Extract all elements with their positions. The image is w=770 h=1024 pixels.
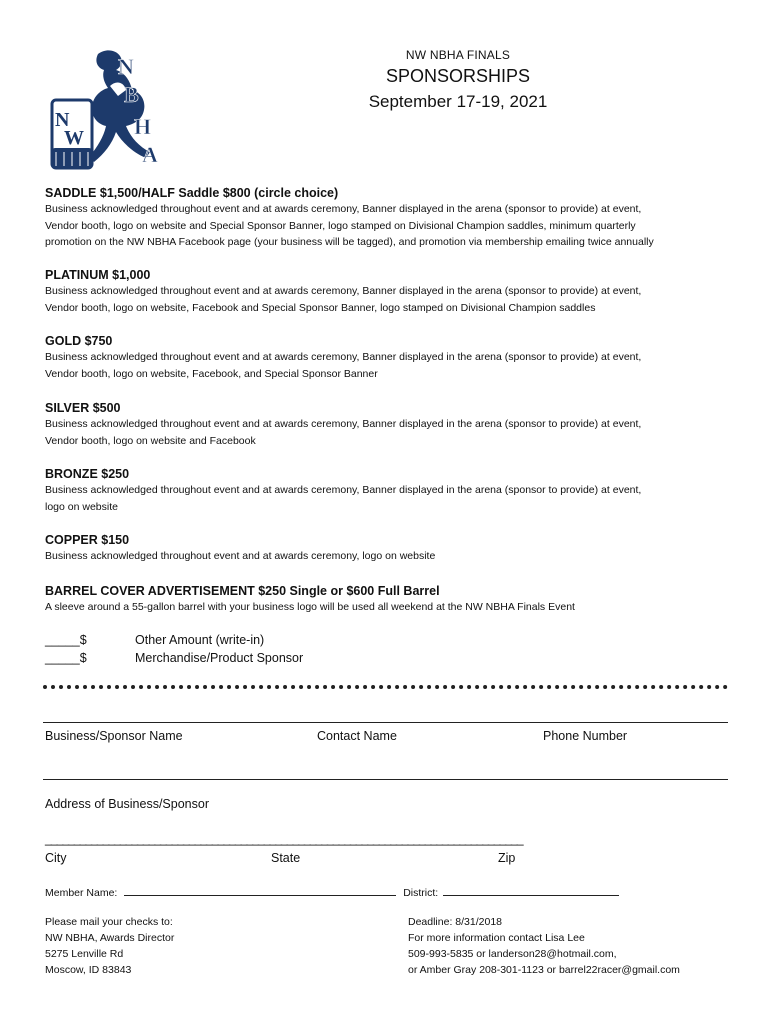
deadline-text: Deadline: 8/31/2018 xyxy=(408,916,502,928)
write-in-label: Merchandise/Product Sponsor xyxy=(135,651,304,665)
logo-letter-n2: N xyxy=(55,109,70,131)
contact-text: 509-993-5835 or landerson28@hotmail.com, xyxy=(408,948,617,960)
state-label: State xyxy=(271,851,301,865)
nw-nbha-logo xyxy=(46,46,174,174)
tier-bronze xyxy=(45,466,735,515)
phone-number-label: Phone Number xyxy=(543,729,628,743)
event-name: NW NBHA FINALS xyxy=(405,48,511,62)
logo-letter-b: B xyxy=(124,82,139,107)
address-label: Address of Business/Sponsor xyxy=(45,797,209,811)
contact-text: For more information contact Lisa Lee xyxy=(408,932,585,944)
tier-desc-line: promotion on the NW NBHA Facebook page (your business will be tagged), and promotion via membership emailing twice annually xyxy=(45,236,654,248)
tier-title: BARREL COVER ADVERTISEMENT $250 Single or $600 Full Barrel xyxy=(45,584,440,598)
event-dates: September 17-19, 2021 xyxy=(368,92,548,111)
contact-name-label: Contact Name xyxy=(317,729,397,743)
tier-gold xyxy=(45,333,735,382)
write-in-label: Other Amount (write-in) xyxy=(135,633,265,647)
tier-desc-line: Business acknowledged throughout event and at awards ceremony, logo on website xyxy=(45,550,436,562)
tier-desc-line: Business acknowledged throughout event and at awards ceremony, Banner displayed in the arena (sponsor to provide) at event, xyxy=(45,203,642,215)
tier-saddle xyxy=(45,185,735,251)
logo-letter-w: W xyxy=(64,127,84,149)
tier-desc-line: logo on website xyxy=(45,500,118,513)
logo-letter-h: H xyxy=(134,114,152,139)
tier-title: PLATINUM $1,000 xyxy=(45,268,151,282)
tier-desc-line: Business acknowledged throughout event and at awards ceremony, Banner displayed in the arena (sponsor to provide) at event, xyxy=(45,418,642,430)
cut-line-divider xyxy=(43,685,728,689)
logo-letter-a: A xyxy=(142,142,158,167)
tier-title: GOLD $750 xyxy=(45,334,113,348)
member-name-input-line[interactable] xyxy=(124,884,396,896)
mailing-info xyxy=(45,914,174,978)
member-name-label: Member Name: xyxy=(45,887,118,899)
tier-title: COPPER $150 xyxy=(45,533,130,547)
mail-intro: Please mail your checks to: xyxy=(45,916,173,928)
tier-desc-line: A sleeve around a 55-gallon barrel with your business logo will be used all weekend at the NW NBHA Finals Event xyxy=(45,601,575,613)
tier-platinum xyxy=(45,267,735,316)
logo-letter-n1: N xyxy=(118,54,134,79)
city-label: City xyxy=(45,851,67,865)
mail-line: Moscow, ID 83843 xyxy=(45,964,132,976)
tier-copper xyxy=(45,532,735,565)
tier-desc-line: Vendor booth, logo on website, Facebook and Special Sponsor Banner, logo stamped on Divisional Champion saddles xyxy=(45,301,596,314)
city-state-zip-line[interactable]: ___________________________________________________________________________________ xyxy=(45,832,523,846)
page-title: SPONSORSHIPS xyxy=(385,66,531,86)
contact-text: or Amber Gray 208-301-1123 or barrel22racer@gmail.com xyxy=(408,964,680,976)
contact-info xyxy=(408,914,680,978)
mail-line: NW NBHA, Awards Director xyxy=(45,932,175,944)
tier-silver xyxy=(45,400,735,449)
district-label: District: xyxy=(403,887,439,899)
amount-blank[interactable]: _____$ xyxy=(45,651,87,665)
business-name-line[interactable] xyxy=(43,722,728,723)
member-name-field xyxy=(45,884,619,901)
tier-title: SADDLE $1,500/HALF Saddle $800 (circle choice) xyxy=(45,186,339,200)
tier-desc-line: Business acknowledged throughout event and at awards ceremony, Banner displayed in the arena (sponsor to provide) at event, xyxy=(45,351,642,363)
tier-desc-line: Business acknowledged throughout event and at awards ceremony, Banner displayed in the arena (sponsor to provide) at event, xyxy=(45,285,642,297)
write-in-other[interactable] xyxy=(45,633,264,647)
tier-desc-line: Vendor booth, logo on website and Special Sponsor Banner, logo stamped on Divisional Champion saddles, minimum quarterly xyxy=(45,219,636,232)
tier-desc-line: Business acknowledged throughout event and at awards ceremony, Banner displayed in the arena (sponsor to provide) at event, xyxy=(45,484,642,496)
business-name-label: Business/Sponsor Name xyxy=(45,729,183,743)
amount-blank[interactable]: _____$ xyxy=(45,633,87,647)
tier-desc-line: Vendor booth, logo on website, Facebook, and Special Sponsor Banner xyxy=(45,367,378,380)
tier-desc-line: Vendor booth, logo on website and Facebook xyxy=(45,434,256,447)
mail-line: 5275 Lenville Rd xyxy=(45,948,124,960)
tier-barrel-cover xyxy=(45,583,735,616)
tier-title: SILVER $500 xyxy=(45,401,121,415)
write-in-merchandise[interactable] xyxy=(45,651,303,665)
tier-title: BRONZE $250 xyxy=(45,467,130,481)
district-input-line[interactable] xyxy=(443,884,619,896)
zip-label: Zip xyxy=(498,851,516,865)
address-line[interactable] xyxy=(43,779,728,780)
